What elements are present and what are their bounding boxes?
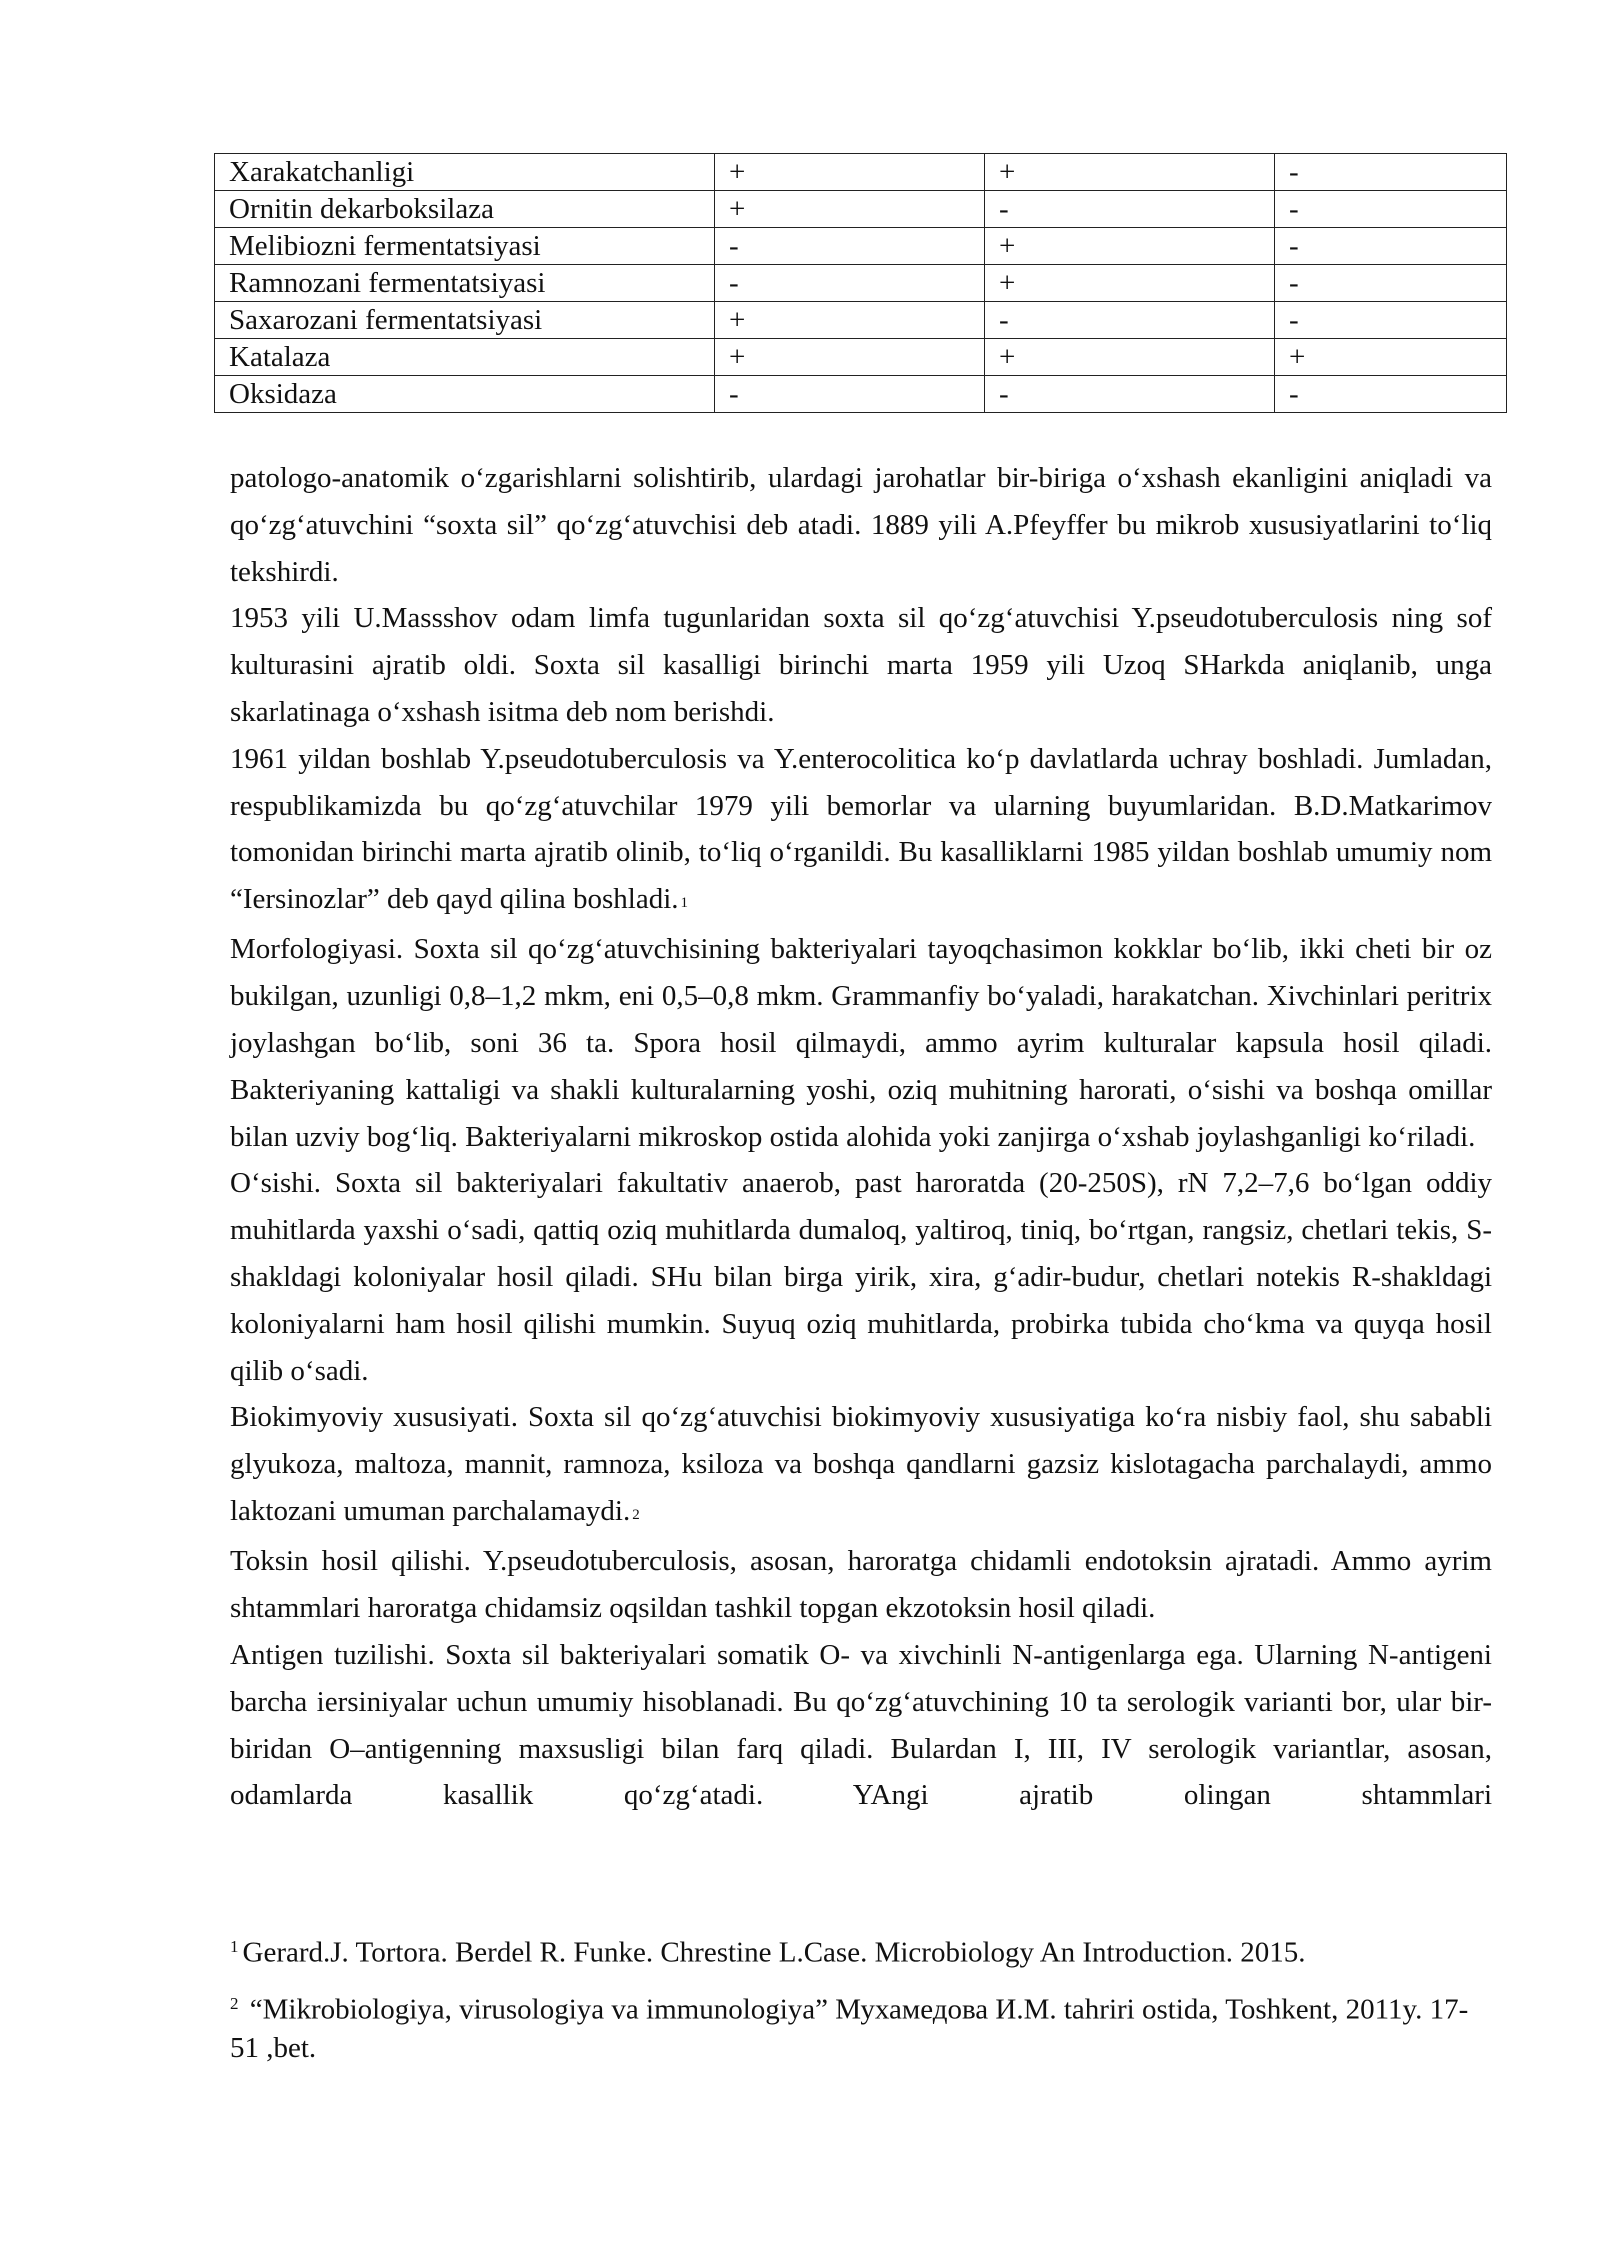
result-cell: - [715, 376, 985, 413]
property-name-cell: Oksidaza [215, 376, 715, 413]
result-cell: - [1275, 302, 1507, 339]
paragraph-morphology: Morfologiyasi. Soxta sil qo‘zg‘atuvchisining bakteriyalari tayoqchasimon kokklar bo‘lib, ikki cheti bir oz bukilgan, uzunligi 0,8–1,2 mkm, eni 0,5–0,8 mkm. Grammanfiy bo‘yaladi, harakatchan. Xivchinlari peritrix joylashgan bo‘lib, soni 36 ta. Spora hosil qilmaydi, ammo ayrim kulturalar kapsula hosil qiladi. Bakteriyaning kattaligi va shakli kulturalarning yoshi, oziq muhitning harorati, o‘sishi va boshqa omillar bilan uzviy bog‘liq. Bakteriyalarni mikroskop ostida alohida yoki zanjirga o‘xshab joylashganligi ko‘riladi. [230, 933, 1492, 1153]
result-cell: - [1275, 154, 1507, 191]
result-cell: - [1275, 228, 1507, 265]
result-cell: + [985, 154, 1275, 191]
property-name-cell: Melibiozni fermentatsiyasi [215, 228, 715, 265]
footnote-number: 1 [230, 1937, 239, 1956]
property-name-cell: Ornitin dekarboksilaza [215, 191, 715, 228]
result-cell: - [985, 191, 1275, 228]
table-row [215, 376, 1507, 413]
body-text [230, 455, 1492, 1819]
property-name-cell: Saxarozani fermentatsiyasi [215, 302, 715, 339]
result-cell: + [715, 191, 985, 228]
paragraph-growth: O‘sishi. Soxta sil bakteriyalari fakultativ anaerob, past haroratda (20-250S), rN 7,2–7,6 bo‘lgan oddiy muhitlarda yaxshi o‘sadi, qattiq oziq muhitlarda dumaloq, yaltiroq, tiniq, bo‘rtgan, rangsiz, chetlari tekis, S-shakldagi koloniyalar hosil qiladi. SHu bilan birga yirik, xira, g‘adir-budur, chetlari notekis R-shakldagi koloniyalarni ham hosil qilishi mumkin. Suyuq oziq muhitlarda, probirka tubida cho‘kma va quyqa hosil qilib o‘sadi. [230, 1167, 1492, 1387]
result-cell: - [715, 265, 985, 302]
table-row [215, 302, 1507, 339]
table-row [215, 228, 1507, 265]
result-cell: - [985, 302, 1275, 339]
result-cell: + [715, 339, 985, 376]
result-cell: - [715, 228, 985, 265]
biochemical-properties-table [214, 153, 1507, 413]
footnote-reference[interactable]: 2 [632, 1506, 640, 1523]
footnote [230, 1985, 1492, 2066]
table-row [215, 191, 1507, 228]
paragraph: 1961 yildan boshlab Y.pseudotuberculosis va Y.enterocolitica ko‘p davlatlarda uchray boshladi. Jumladan, respublikamizda bu qo‘zg‘atuvchilar 1979 yili bemorlar va ularning buyumlaridan. B.D.Matkarimov tomonidan birinchi marta ajratib olinib, to‘liq o‘rganildi. Bu kasalliklarni 1985 yildan boshlab umumiy nom “Iersinozlar” deb qayd qilina boshladi. $^1$ [230, 742, 1492, 916]
result-cell: + [985, 265, 1275, 302]
footnote-reference[interactable]: 1 [680, 894, 689, 911]
result-cell: - [1275, 376, 1507, 413]
property-name-cell: Xarakatchanligi [215, 154, 715, 191]
result-cell: + [715, 302, 985, 339]
footnote [230, 1928, 1492, 1971]
result-cell: + [985, 339, 1275, 376]
property-name-cell: Katalaza [215, 339, 715, 376]
paragraph: patologo-anatomik o‘zgarishlarni solishtirib, ulardagi jarohatlar bir-biriga o‘xshash ekanligini aniqladi va qo‘zg‘atuvchini “soxta sil” qo‘zg‘atuvchisi deb atadi. 1889 yili A.Pfeyffer bu mikrob xususiyatlarini to‘liq tekshirdi. [230, 462, 1492, 588]
paragraph-toxin: Toksin hosil qilishi. Y.pseudotuberculosis, asosan, haroratga chidamli endotoksin ajratadi. Ammo ayrim shtammlari haroratga chidamsiz oqsildan tashkil topgan ekzotoksin hosil qiladi. [230, 1545, 1492, 1625]
result-cell: - [985, 376, 1275, 413]
paragraph: 1953 yili U.Massshov odam limfa tugunlaridan soxta sil qo‘zg‘atuvchisi Y.pseudotuberculosis ning sof kulturasini ajratib oldi. Soxta sil kasalligi birinchi marta 1959 yili Uzoq SHarkda aniqlanib, unga skarlatinaga o‘xshash isitma deb nom berishdi. [230, 602, 1492, 728]
result-cell: - [1275, 191, 1507, 228]
result-cell: + [1275, 339, 1507, 376]
table-row [215, 339, 1507, 376]
result-cell: - [1275, 265, 1507, 302]
footnote-text: Gerard.J. Tortora. Berdel R. Funke. Chrestine L.Case. Microbiology An Introduction. 2015. [242, 1936, 1306, 1969]
paragraph-biochemistry: Biokimyoviy xususiyati. Soxta sil qo‘zg‘atuvchisi biokimyoviy xususiyatiga ko‘ra nisbiy faol, shu sababli glyukoza, maltoza, mannit, ramnoza, ksiloza va boshqa qandlarni gazsiz kislotagacha parchalaydi, ammo laktozani umuman parchalamaydi. $^2$ [230, 1401, 1492, 1528]
footnotes [230, 1928, 1492, 2081]
footnote-number: 2 [230, 1994, 239, 2014]
footnote-text: “Mikrobiologiya, virusologiya va immunologiya” Мухамедова И.М. tahriri ostida, Toshkent, 2011y. 17-51 ,bet. [230, 1993, 1469, 2064]
result-cell: + [715, 154, 985, 191]
result-cell: + [985, 228, 1275, 265]
paragraph-antigen: Antigen tuzilishi. Soxta sil bakteriyalari somatik O- va xivchinli N-antigenlarga ega. Ularning N-antigeni barcha iersiniyalar uchun umumiy hisoblanadi. Bu qo‘zg‘atuvchining 10 ta serologik varianti bor, ular bir-biridan O–antigenning maxsusligi bilan farq qiladi. Bulardan I, III, IV serologik variantlar, asosan, odamlarda kasallik qo‘zg‘atadi. YAngi ajratib olingan shtammlari [230, 1638, 1492, 1812]
table-row [215, 265, 1507, 302]
property-name-cell: Ramnozani fermentatsiyasi [215, 265, 715, 302]
table-row [215, 154, 1507, 191]
